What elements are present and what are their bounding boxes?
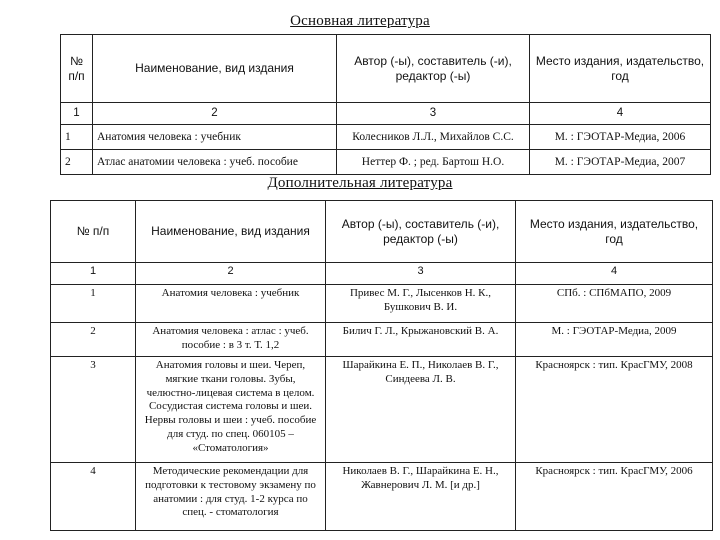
book-title: Анатомия человека : учебник — [136, 285, 326, 323]
book-publisher: Красноярск : тип. КрасГМУ, 2008 — [516, 357, 713, 463]
header-number: № п/п — [51, 201, 136, 263]
book-author: Билич Г. Л., Крыжановский В. А. — [326, 323, 516, 357]
column-number: 3 — [326, 263, 516, 285]
header-name: Наименование, вид издания — [93, 35, 337, 103]
header-author: Автор (-ы), составитель (-и), редактор (-ы) — [326, 201, 516, 263]
row-number: 4 — [51, 463, 136, 531]
book-publisher: М. : ГЭОТАР-Медиа, 2009 — [516, 323, 713, 357]
column-number: 1 — [61, 103, 93, 125]
book-publisher: СПб. : СПбМАПО, 2009 — [516, 285, 713, 323]
table-row — [51, 323, 713, 357]
table-row — [61, 125, 711, 150]
book-author: Неттер Ф. ; ред. Бартош Н.О. — [337, 150, 530, 175]
row-number: 1 — [51, 285, 136, 323]
row-number: 2 — [51, 323, 136, 357]
book-publisher: М. : ГЭОТАР-Медиа, 2007 — [530, 150, 711, 175]
header-author: Автор (-ы), составитель (-и), редактор (-ы) — [337, 35, 530, 103]
book-author: Привес М. Г., Лысенков Н. К., Бушкович В. И. — [326, 285, 516, 323]
column-number: 3 — [337, 103, 530, 125]
header-place: Место издания, издательство, год — [530, 35, 711, 103]
row-number: 3 — [51, 357, 136, 463]
book-title: Анатомия человека : учебник — [93, 125, 337, 150]
book-author: Колесников Л.Л., Михайлов С.С. — [337, 125, 530, 150]
book-author: Николаев В. Г., Шарайкина Е. Н., Жавнерович Л. М. [и др.] — [326, 463, 516, 531]
row-number: 1 — [61, 125, 93, 150]
additional-literature-title: Дополнительная литература — [267, 175, 453, 191]
book-title: Анатомия человека : атлас : учеб. пособие : в 3 т. Т. 1,2 — [136, 323, 326, 357]
book-title: Анатомия головы и шеи. Череп, мягкие ткани головы. Зубы, челюстно-лицевая система в целом. Сосудистая система головы и шеи. Нервы головы и шеи : учеб. пособие для студ. по спец. 060105 – «Стоматология» — [136, 357, 326, 463]
header-name: Наименование, вид издания — [136, 201, 326, 263]
column-number: 4 — [516, 263, 713, 285]
book-author: Шарайкина Е. П., Николаев В. Г., Синдеева Л. В. — [326, 357, 516, 463]
table-header-row — [61, 35, 711, 103]
additional-literature-table — [50, 200, 713, 531]
main-literature-title: Основная литература — [290, 13, 430, 29]
column-number-row — [51, 263, 713, 285]
book-title: Методические рекомендации для подготовки к тестовому экзамену по анатомии : для студ. 1-2 курса по спец. - стоматология — [136, 463, 326, 531]
book-publisher: М. : ГЭОТАР-Медиа, 2006 — [530, 125, 711, 150]
column-number: 1 — [51, 263, 136, 285]
header-number: № п/п — [61, 35, 93, 103]
table-row — [51, 285, 713, 323]
column-number: 2 — [93, 103, 337, 125]
book-title: Атлас анатомии человека : учеб. пособие — [93, 150, 337, 175]
main-literature-table — [60, 34, 711, 175]
column-number: 2 — [136, 263, 326, 285]
column-number-row — [61, 103, 711, 125]
table-row — [51, 463, 713, 531]
header-place: Место издания, издательство, год — [516, 201, 713, 263]
table-row — [51, 357, 713, 463]
book-publisher: Красноярск : тип. КрасГМУ, 2006 — [516, 463, 713, 531]
table-header-row — [51, 201, 713, 263]
column-number: 4 — [530, 103, 711, 125]
row-number: 2 — [61, 150, 93, 175]
table-row — [61, 150, 711, 175]
